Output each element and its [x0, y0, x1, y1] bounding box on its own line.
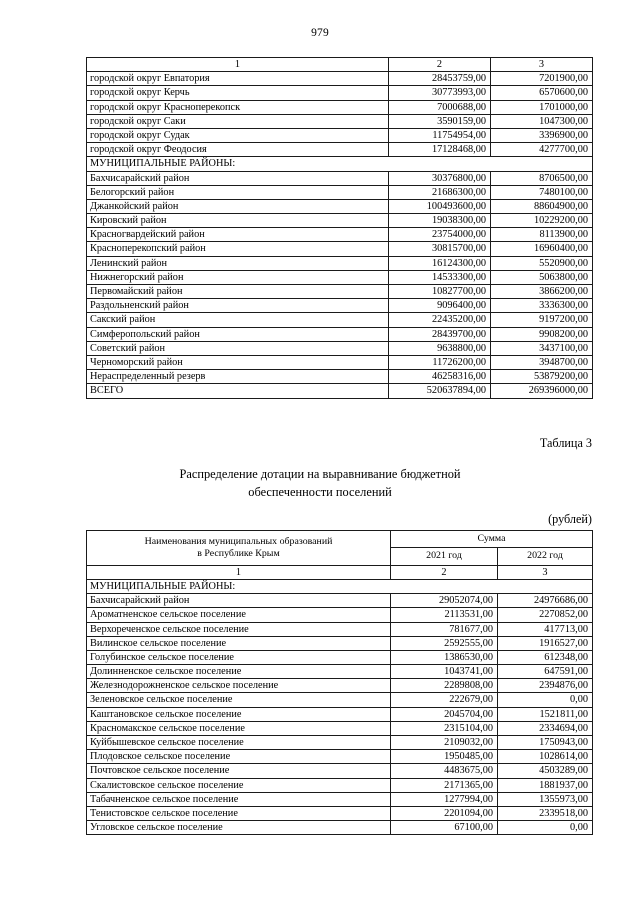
- row-value-col3: 3336300,00: [491, 299, 593, 313]
- table-top-column-numbers-row: [87, 58, 593, 72]
- table-row: [87, 341, 593, 355]
- row-value-col2: 1277994,00: [391, 792, 498, 806]
- row-value-col2: 781677,00: [391, 622, 498, 636]
- table-row: [87, 778, 593, 792]
- section-title-line-1: Распределение дотации на выравнивание бюджетной: [179, 467, 461, 481]
- row-value-col2: 14533300,00: [389, 270, 491, 284]
- budget-table-continued: [86, 57, 593, 399]
- row-label: городской округ Феодосия: [87, 143, 389, 157]
- row-value-col2: 9638800,00: [389, 341, 491, 355]
- row-label: Белогорский район: [87, 185, 389, 199]
- row-label: Зеленовское сельское поселение: [87, 693, 391, 707]
- table-row: [87, 579, 593, 593]
- row-value-col3: 269396000,00: [491, 384, 593, 398]
- row-value-col3: 3866200,00: [491, 285, 593, 299]
- row-value-col2: 520637894,00: [389, 384, 491, 398]
- row-label: Каштановское сельское поселение: [87, 707, 391, 721]
- row-value-col2: 1950485,00: [391, 750, 498, 764]
- settlement-subsidy-table: [86, 530, 593, 835]
- row-value-col2: 2201094,00: [391, 806, 498, 820]
- section-title-line-2: обеспеченности поселений: [248, 484, 392, 499]
- row-value-col2: 2592555,00: [391, 636, 498, 650]
- row-value-col3: 9197200,00: [491, 313, 593, 327]
- row-value-col2: 7000688,00: [389, 100, 491, 114]
- header-sum: Сумма: [391, 531, 593, 548]
- table-row: [87, 806, 593, 820]
- table-row: [87, 750, 593, 764]
- row-label: Раздольненский район: [87, 299, 389, 313]
- row-value-col3: 7201900,00: [491, 72, 593, 86]
- row-label: Бахчисарайский район: [87, 594, 391, 608]
- table-row: [87, 636, 593, 650]
- row-value-col2: 11726200,00: [389, 355, 491, 369]
- table-top-body: [87, 58, 593, 399]
- row-value-col3: 1521811,00: [498, 707, 593, 721]
- header-year-2022: 2022 год: [498, 548, 593, 565]
- row-value-col2: 16124300,00: [389, 256, 491, 270]
- row-label: Табачненское сельское поселение: [87, 792, 391, 806]
- row-label: городской округ Красноперекопск: [87, 100, 389, 114]
- table-bottom-body: [87, 579, 593, 834]
- row-value-col3: 5520900,00: [491, 256, 593, 270]
- row-value-col3: 7480100,00: [491, 185, 593, 199]
- row-label: Черноморский район: [87, 355, 389, 369]
- table-row: [87, 214, 593, 228]
- table-row: [87, 384, 593, 398]
- row-label: Джанкойский район: [87, 199, 389, 213]
- row-value-col3: 1750943,00: [498, 736, 593, 750]
- table-row: [87, 171, 593, 185]
- row-label: Нижнегорский район: [87, 270, 389, 284]
- row-value-col3: 1047300,00: [491, 114, 593, 128]
- col-num-1: 1: [87, 58, 389, 72]
- row-label: городской округ Евпатория: [87, 72, 389, 86]
- row-label: Ароматненское сельское поселение: [87, 608, 391, 622]
- row-value-col2: 10827700,00: [389, 285, 491, 299]
- row-value-col2: 2045704,00: [391, 707, 498, 721]
- row-value-col3: 24976686,00: [498, 594, 593, 608]
- row-value-col2: 21686300,00: [389, 185, 491, 199]
- row-label: Железнодорожненское сельское поселение: [87, 679, 391, 693]
- table-row: [87, 693, 593, 707]
- row-value-col2: 222679,00: [391, 693, 498, 707]
- table-row: [87, 721, 593, 735]
- row-label: городской округ Саки: [87, 114, 389, 128]
- row-value-col2: 11754954,00: [389, 128, 491, 142]
- row-value-col3: 5063800,00: [491, 270, 593, 284]
- row-label: Советский район: [87, 341, 389, 355]
- header-municipality-name-line-2: в Республике Крым: [197, 547, 280, 559]
- row-value-col3: 4277700,00: [491, 143, 593, 157]
- table-row: [87, 370, 593, 384]
- table-label: Таблица 3: [539, 436, 592, 450]
- row-value-col3: 647591,00: [498, 665, 593, 679]
- table-row: [87, 199, 593, 213]
- row-value-col2: 46258316,00: [389, 370, 491, 384]
- table-row: [87, 143, 593, 157]
- row-label: городской округ Керчь: [87, 86, 389, 100]
- row-label: Тенистовское сельское поселение: [87, 806, 391, 820]
- row-value-col3: 3396900,00: [491, 128, 593, 142]
- table-row: [87, 650, 593, 664]
- row-value-col2: 30773993,00: [389, 86, 491, 100]
- header-municipality-name-line-1: Наименования муниципальных образований: [144, 535, 333, 547]
- row-value-col2: 23754000,00: [389, 228, 491, 242]
- table-row: [87, 86, 593, 100]
- table-row: [87, 114, 593, 128]
- row-value-col3: 9908200,00: [491, 327, 593, 341]
- table-row: [87, 228, 593, 242]
- table-bottom-column-numbers-row: [87, 565, 593, 579]
- page-number: 979: [311, 27, 329, 39]
- row-label: Бахчисарайский район: [87, 171, 389, 185]
- row-value-col2: 4483675,00: [391, 764, 498, 778]
- row-value-col3: 2334694,00: [498, 721, 593, 735]
- row-value-col3: 0,00: [498, 821, 593, 835]
- table-row: [87, 679, 593, 693]
- row-label: Симферопольский район: [87, 327, 389, 341]
- row-label: Красноперекопский район: [87, 242, 389, 256]
- row-value-col2: 1386530,00: [391, 650, 498, 664]
- table-row: [87, 128, 593, 142]
- row-value-col3: 2270852,00: [498, 608, 593, 622]
- row-label: Первомайский район: [87, 285, 389, 299]
- table-row: [87, 594, 593, 608]
- row-value-col3: 2339518,00: [498, 806, 593, 820]
- table-row: [87, 821, 593, 835]
- col-num-3: 3: [498, 565, 593, 579]
- table-row: [87, 313, 593, 327]
- row-value-col3: 612348,00: [498, 650, 593, 664]
- row-label: Вилинское сельское поселение: [87, 636, 391, 650]
- row-value-col2: 17128468,00: [389, 143, 491, 157]
- row-label: МУНИЦИПАЛЬНЫЕ РАЙОНЫ:: [87, 157, 593, 171]
- row-value-col2: 30376800,00: [389, 171, 491, 185]
- table-row: [87, 256, 593, 270]
- row-value-col3: 8706500,00: [491, 171, 593, 185]
- table-row: [87, 608, 593, 622]
- row-value-col3: 4503289,00: [498, 764, 593, 778]
- row-value-col2: 2113531,00: [391, 608, 498, 622]
- table-header-row-1: [87, 531, 593, 548]
- header-year-2021: 2021 год: [391, 548, 498, 565]
- row-label: Кировский район: [87, 214, 389, 228]
- row-value-col2: 19038300,00: [389, 214, 491, 228]
- section-title: [0, 466, 640, 501]
- row-label: Угловское сельское поселение: [87, 821, 391, 835]
- row-value-col3: 2394876,00: [498, 679, 593, 693]
- row-value-col2: 28453759,00: [389, 72, 491, 86]
- header-municipality-name: [87, 531, 391, 566]
- table-row: [87, 736, 593, 750]
- table-row: [87, 100, 593, 114]
- row-value-col2: 22435200,00: [389, 313, 491, 327]
- col-num-2: 2: [389, 58, 491, 72]
- row-label: Красногвардейский район: [87, 228, 389, 242]
- row-value-col3: 1355973,00: [498, 792, 593, 806]
- units-label: (рублей): [548, 512, 592, 526]
- table-row: [87, 270, 593, 284]
- row-value-col3: 6570600,00: [491, 86, 593, 100]
- row-label: ВСЕГО: [87, 384, 389, 398]
- table-row: [87, 792, 593, 806]
- row-value-col2: 29052074,00: [391, 594, 498, 608]
- table-row: [87, 72, 593, 86]
- row-value-col3: 88604900,00: [491, 199, 593, 213]
- row-value-col2: 1043741,00: [391, 665, 498, 679]
- row-value-col2: 28439700,00: [389, 327, 491, 341]
- row-label: МУНИЦИПАЛЬНЫЕ РАЙОНЫ:: [87, 579, 593, 593]
- row-label: Долинненское сельское поселение: [87, 665, 391, 679]
- row-value-col3: 8113900,00: [491, 228, 593, 242]
- row-value-col2: 2109032,00: [391, 736, 498, 750]
- row-value-col3: 3437100,00: [491, 341, 593, 355]
- row-value-col3: 1028614,00: [498, 750, 593, 764]
- row-value-col2: 9096400,00: [389, 299, 491, 313]
- col-num-1: 1: [87, 565, 391, 579]
- row-label: Скалистовское сельское поселение: [87, 778, 391, 792]
- row-value-col2: 2315104,00: [391, 721, 498, 735]
- table-row: [87, 764, 593, 778]
- row-value-col3: 16960400,00: [491, 242, 593, 256]
- col-num-2: 2: [391, 565, 498, 579]
- row-value-col3: 1701000,00: [491, 100, 593, 114]
- row-label: городской округ Судак: [87, 128, 389, 142]
- row-value-col3: 53879200,00: [491, 370, 593, 384]
- row-value-col3: 1881937,00: [498, 778, 593, 792]
- row-value-col3: 3948700,00: [491, 355, 593, 369]
- row-value-col3: 0,00: [498, 693, 593, 707]
- row-label: Голубинское сельское поселение: [87, 650, 391, 664]
- col-num-3: 3: [491, 58, 593, 72]
- row-label: Красномакское сельское поселение: [87, 721, 391, 735]
- table-bottom-head: [87, 531, 593, 580]
- row-value-col2: 30815700,00: [389, 242, 491, 256]
- row-value-col2: 100493600,00: [389, 199, 491, 213]
- table-row: [87, 242, 593, 256]
- table-row: [87, 327, 593, 341]
- row-label: Нераспределенный резерв: [87, 370, 389, 384]
- table-row: [87, 157, 593, 171]
- row-value-col2: 2171365,00: [391, 778, 498, 792]
- row-label: Плодовское сельское поселение: [87, 750, 391, 764]
- row-label: Ленинский район: [87, 256, 389, 270]
- table-row: [87, 185, 593, 199]
- table-row: [87, 285, 593, 299]
- row-label: Куйбышевское сельское поселение: [87, 736, 391, 750]
- row-value-col3: 1916527,00: [498, 636, 593, 650]
- table-row: [87, 707, 593, 721]
- row-label: Сакский район: [87, 313, 389, 327]
- row-value-col2: 2289808,00: [391, 679, 498, 693]
- row-label: Почтовское сельское поселение: [87, 764, 391, 778]
- row-value-col3: 10229200,00: [491, 214, 593, 228]
- row-value-col2: 3590159,00: [389, 114, 491, 128]
- row-label: Верхореченское сельское поселение: [87, 622, 391, 636]
- row-value-col3: 417713,00: [498, 622, 593, 636]
- table-row: [87, 665, 593, 679]
- row-value-col2: 67100,00: [391, 821, 498, 835]
- table-row: [87, 355, 593, 369]
- table-row: [87, 299, 593, 313]
- table-row: [87, 622, 593, 636]
